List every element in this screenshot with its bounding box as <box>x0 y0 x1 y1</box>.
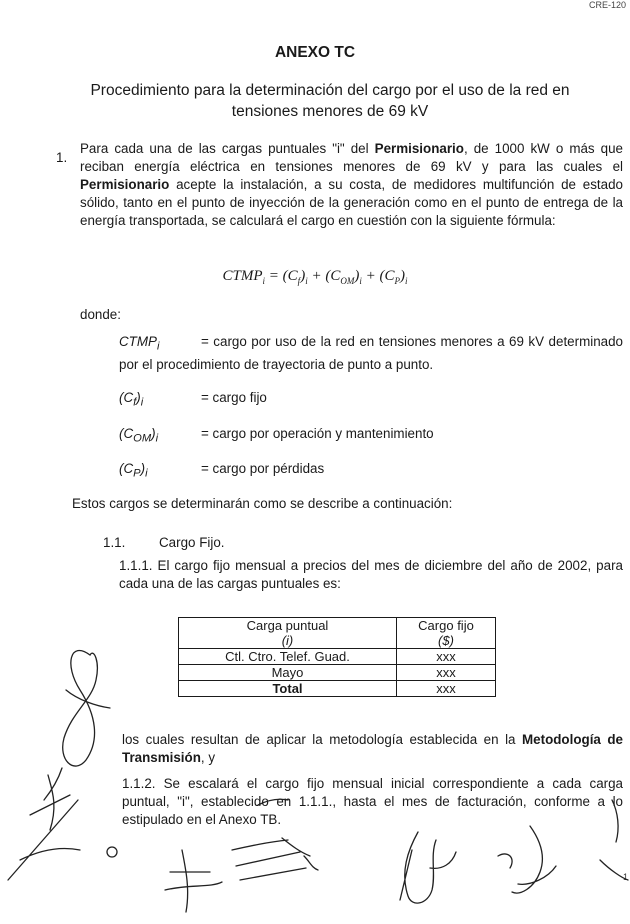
header-sub: (i) <box>281 633 294 648</box>
section-heading <box>103 535 225 550</box>
donde-label: donde: <box>80 307 121 322</box>
formula-term-3-close: ) <box>399 268 405 284</box>
definition-symbol-main: (C <box>119 426 134 441</box>
definition-symbol-main: CTMP <box>119 334 157 349</box>
formula-term-1-close: ) <box>300 268 306 284</box>
definition-symbol-sub: f <box>133 396 137 409</box>
signature-left-icon <box>63 650 98 766</box>
signature-left-lower-icon <box>8 768 80 880</box>
definition-symbol <box>119 426 201 445</box>
definition-symbol-main: (C <box>119 461 134 476</box>
paragraph-1 <box>80 140 623 230</box>
formula-lhs: CTMP <box>222 268 263 284</box>
table-total-row <box>179 681 496 697</box>
definition-symbol-sub: P <box>133 467 141 480</box>
definition-symbol <box>119 333 201 356</box>
section-number: 1.1. <box>103 535 126 550</box>
definition-com <box>119 426 434 445</box>
formula-term-1-sub: f <box>297 276 301 286</box>
cuales-text: los cuales resultan de aplicar la metodología establecida en la <box>122 732 523 747</box>
page-subtitle: Procedimiento para la determinación del cargo por el uso de la red en tensiones menores de 69 kV <box>90 82 570 120</box>
paragraph-1-text-a: Para cada una de las cargas puntuales "i" del <box>80 141 375 156</box>
formula-plus-2: + <box>361 268 380 284</box>
paragraph-1-1-2: 1.1.2. Se escalará el cargo fijo mensual inicial correspondiente a cada carga puntual, "i", establecido en 1.1.1., hasta el mes de facturación, conforme a lo estipulado en el Anexo TB. <box>122 776 623 827</box>
formula-term-1: (C <box>282 268 298 284</box>
table-cell: xxx <box>397 649 496 665</box>
estos-cargos-text: Estos cargos se determinarán como se describe a continuación: <box>72 496 453 511</box>
page-mark: 1 <box>622 872 628 882</box>
formula-plus-1: + <box>307 268 326 284</box>
formula-term-3: (C <box>379 268 395 284</box>
formula-ctmp <box>0 268 630 286</box>
definition-symbol <box>119 461 201 480</box>
definition-ctmp <box>119 333 623 374</box>
page-title: ANEXO TC <box>274 44 356 61</box>
cuales-tail: , y <box>200 750 216 765</box>
table-header-cell <box>397 618 496 649</box>
table-header-cell <box>179 618 397 649</box>
definition-symbol-sub: OM <box>133 432 152 445</box>
definition-symbol-close: ) <box>140 461 146 476</box>
definition-text: = cargo por pérdidas <box>201 461 325 476</box>
definition-text: = cargo fijo <box>201 390 267 405</box>
formula-term-2-close: ) <box>354 268 360 284</box>
section-title: Cargo Fijo. <box>159 535 225 550</box>
formula-term-3-idx: i <box>404 276 408 286</box>
paragraph-number: 1. <box>56 150 68 165</box>
table-header-row <box>179 618 496 649</box>
paragraph-1-text-c: acepte la instalación, a su costa, de medidores multifunción de estado sólido, tanto en el punto de inyección de la generación como en el punto de entrega de la energía transportada, se calculará el cargo en cuestión con la siguiente fórmula: <box>80 177 623 228</box>
formula-term-3-sub: P <box>394 276 400 286</box>
formula-equals: = <box>265 268 283 284</box>
definition-symbol-main: (C <box>119 390 134 405</box>
table-cell: Total <box>179 681 397 697</box>
definition-symbol <box>119 390 201 409</box>
formula-term-2-idx: i <box>359 276 362 286</box>
definition-cf <box>119 390 267 409</box>
definition-symbol-idx: i <box>140 396 144 409</box>
formula-term-2: (C <box>325 268 341 284</box>
definition-cp <box>119 461 324 480</box>
signature-bottom-2-icon <box>232 838 318 880</box>
signature-circle-icon <box>107 847 117 857</box>
formula-lhs-sub: i <box>262 276 266 286</box>
permisionario-bold-a: Permisionario <box>374 141 464 156</box>
paragraph-1-text-b: , de 1000 kW o más que reciban energía eléctrica en tensiones menores de 69 kV y para las cuales el <box>80 141 623 174</box>
definition-symbol-idx: i <box>145 467 148 480</box>
definition-symbol-close: ) <box>151 426 156 441</box>
table-cell: xxx <box>397 665 496 681</box>
paragraph-cuales <box>122 731 623 767</box>
paragraph-1-1-1: 1.1.1. El cargo fijo mensual a precios del mes de diciembre del año de 2002, para cada una de las cargas puntuales es: <box>119 558 623 591</box>
definition-symbol-sub: i <box>156 340 160 353</box>
permisionario-bold-b: Permisionario <box>80 177 170 192</box>
corner-mark: CRE-120 <box>588 0 626 10</box>
header-label: Carga puntual <box>246 618 329 633</box>
formula-term-2-sub: OM <box>340 276 355 286</box>
table-cell: Mayo <box>179 665 397 681</box>
signature-bottom-4-icon <box>498 826 556 893</box>
table-cell: Ctl. Ctro. Telef. Guad. <box>179 649 397 665</box>
definition-text: = cargo por operación y mantenimiento <box>201 426 434 441</box>
table-row <box>179 649 496 665</box>
definition-symbol-close: ) <box>136 390 141 405</box>
header-label: Cargo fijo <box>418 618 474 633</box>
metodologia-bold: Metodología de Transmisión <box>122 732 623 765</box>
signature-left-flourish-icon <box>66 690 110 708</box>
definition-text: = cargo por uso de la red en tensiones menores a 69 kV determinado por el procedimiento de trayectoria de punto a punto. <box>119 334 623 372</box>
table-row <box>179 665 496 681</box>
header-sub: ($) <box>438 633 454 648</box>
cargo-fijo-table <box>178 617 496 697</box>
table-cell: xxx <box>397 681 496 697</box>
formula-term-1-idx: i <box>305 276 308 286</box>
signature-bottom-3-icon <box>400 832 456 903</box>
definition-symbol-idx: i <box>155 432 159 445</box>
signature-bottom-1-icon <box>165 850 222 912</box>
